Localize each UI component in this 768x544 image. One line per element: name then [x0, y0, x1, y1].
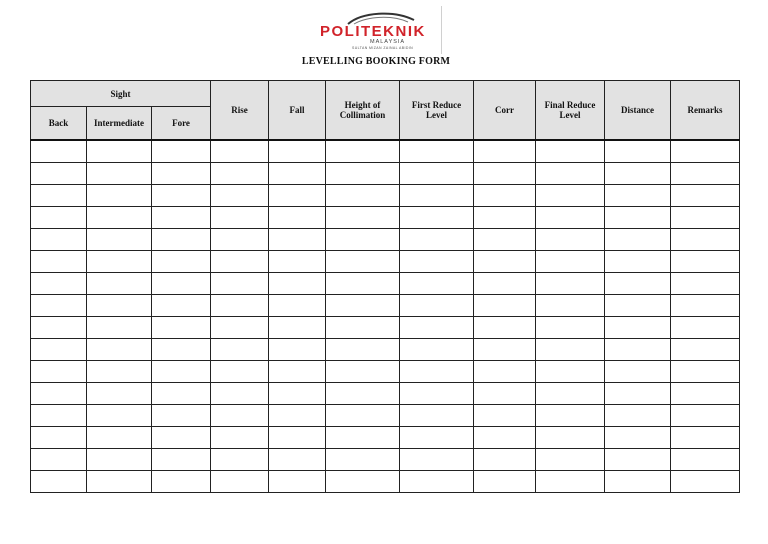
- logo-campus: SULTAN MIZAN ZAINAL ABIDIN: [352, 46, 414, 50]
- table-cell[interactable]: [605, 383, 671, 405]
- table-cell[interactable]: [536, 273, 605, 295]
- table-cell[interactable]: [671, 449, 740, 471]
- table-cell[interactable]: [474, 317, 536, 339]
- table-cell[interactable]: [474, 140, 536, 163]
- table-cell[interactable]: [671, 229, 740, 251]
- table-cell[interactable]: [474, 229, 536, 251]
- table-cell[interactable]: [87, 449, 152, 471]
- table-cell[interactable]: [605, 251, 671, 273]
- table-cell[interactable]: [400, 229, 474, 251]
- table-cell[interactable]: [474, 295, 536, 317]
- table-cell[interactable]: [400, 140, 474, 163]
- table-cell[interactable]: [326, 317, 400, 339]
- table-cell[interactable]: [31, 251, 87, 273]
- table-cell[interactable]: [211, 339, 269, 361]
- table-cell[interactable]: [400, 427, 474, 449]
- table-row: [31, 317, 740, 339]
- table-cell[interactable]: [152, 140, 211, 163]
- table-cell[interactable]: [87, 405, 152, 427]
- logo-country: MALAYSIA: [370, 39, 406, 45]
- table-cell[interactable]: [211, 185, 269, 207]
- table-cell[interactable]: [326, 140, 400, 163]
- table-row: [31, 405, 740, 427]
- table-cell[interactable]: [400, 383, 474, 405]
- table-cell[interactable]: [536, 185, 605, 207]
- table-cell[interactable]: [211, 383, 269, 405]
- table-cell[interactable]: [605, 207, 671, 229]
- table-cell[interactable]: [605, 339, 671, 361]
- table-cell[interactable]: [87, 207, 152, 229]
- table-cell[interactable]: [536, 405, 605, 427]
- table-cell[interactable]: [31, 427, 87, 449]
- table-cell[interactable]: [474, 361, 536, 383]
- table-cell[interactable]: [152, 405, 211, 427]
- table-cell[interactable]: [536, 383, 605, 405]
- table-cell[interactable]: [400, 317, 474, 339]
- table-row: [31, 251, 740, 273]
- table-cell[interactable]: [536, 339, 605, 361]
- table-cell[interactable]: [605, 405, 671, 427]
- table-row: [31, 163, 740, 185]
- table-cell[interactable]: [211, 273, 269, 295]
- table-cell[interactable]: [326, 229, 400, 251]
- table-cell[interactable]: [400, 449, 474, 471]
- table-cell[interactable]: [474, 273, 536, 295]
- col-header-back: Back: [31, 107, 87, 141]
- table-cell[interactable]: [326, 163, 400, 185]
- table-cell[interactable]: [211, 405, 269, 427]
- table-cell[interactable]: [211, 229, 269, 251]
- table-cell[interactable]: [400, 185, 474, 207]
- table-cell[interactable]: [31, 163, 87, 185]
- table-cell[interactable]: [211, 140, 269, 163]
- table-cell[interactable]: [269, 339, 326, 361]
- table-cell[interactable]: [326, 207, 400, 229]
- table-cell[interactable]: [671, 427, 740, 449]
- table-cell[interactable]: [536, 163, 605, 185]
- table-cell[interactable]: [326, 427, 400, 449]
- col-header-rise: Rise: [211, 81, 269, 141]
- table-cell[interactable]: [211, 471, 269, 493]
- table-cell[interactable]: [474, 185, 536, 207]
- table-cell[interactable]: [269, 449, 326, 471]
- table-row: [31, 207, 740, 229]
- table-cell[interactable]: [400, 339, 474, 361]
- table-cell[interactable]: [87, 383, 152, 405]
- table-cell[interactable]: [671, 273, 740, 295]
- table-cell[interactable]: [87, 361, 152, 383]
- table-row: [31, 295, 740, 317]
- table-cell[interactable]: [31, 339, 87, 361]
- table-cell[interactable]: [211, 163, 269, 185]
- table-cell[interactable]: [326, 383, 400, 405]
- table-cell[interactable]: [605, 449, 671, 471]
- table-cell[interactable]: [31, 207, 87, 229]
- table-cell[interactable]: [326, 339, 400, 361]
- table-cell[interactable]: [31, 185, 87, 207]
- table-cell[interactable]: [269, 295, 326, 317]
- table-cell[interactable]: [31, 295, 87, 317]
- table-cell[interactable]: [326, 251, 400, 273]
- table-cell[interactable]: [400, 405, 474, 427]
- table-cell[interactable]: [536, 471, 605, 493]
- table-cell[interactable]: [400, 471, 474, 493]
- table-cell[interactable]: [536, 449, 605, 471]
- table-cell[interactable]: [474, 251, 536, 273]
- politeknik-logo: [314, 6, 442, 54]
- table-cell[interactable]: [536, 207, 605, 229]
- table-row: [31, 383, 740, 405]
- table-cell[interactable]: [87, 317, 152, 339]
- table-cell[interactable]: [269, 163, 326, 185]
- table-cell[interactable]: [474, 207, 536, 229]
- table-cell[interactable]: [87, 185, 152, 207]
- col-header-remarks: Remarks: [671, 81, 740, 141]
- table-cell[interactable]: [211, 427, 269, 449]
- table-cell[interactable]: [211, 295, 269, 317]
- col-header-sight: Sight: [31, 81, 211, 107]
- col-header-fore: Fore: [152, 107, 211, 141]
- table-cell[interactable]: [87, 295, 152, 317]
- table-cell[interactable]: [269, 361, 326, 383]
- levelling-booking-table: [30, 80, 740, 493]
- table-cell[interactable]: [31, 140, 87, 163]
- table-cell[interactable]: [326, 295, 400, 317]
- table-cell[interactable]: [87, 229, 152, 251]
- table-cell[interactable]: [87, 427, 152, 449]
- table-cell[interactable]: [269, 317, 326, 339]
- table-cell[interactable]: [474, 405, 536, 427]
- table-cell[interactable]: [671, 140, 740, 163]
- table-cell[interactable]: [269, 185, 326, 207]
- table-cell[interactable]: [605, 185, 671, 207]
- table-cell[interactable]: [474, 471, 536, 493]
- table-cell[interactable]: [605, 163, 671, 185]
- table-cell[interactable]: [326, 273, 400, 295]
- form-title: LEVELLING BOOKING FORM: [301, 56, 451, 67]
- table-cell[interactable]: [152, 185, 211, 207]
- booking-table-body: [31, 140, 740, 493]
- table-row: [31, 273, 740, 295]
- table-cell[interactable]: [605, 295, 671, 317]
- table-cell[interactable]: [671, 383, 740, 405]
- table-cell[interactable]: [474, 449, 536, 471]
- table-cell[interactable]: [31, 405, 87, 427]
- table-cell[interactable]: [152, 361, 211, 383]
- table-row: [31, 427, 740, 449]
- table-cell[interactable]: [31, 449, 87, 471]
- table-cell[interactable]: [269, 251, 326, 273]
- logo-wordmark: POLITEKNIK: [320, 23, 426, 40]
- table-cell[interactable]: [536, 295, 605, 317]
- table-cell[interactable]: [536, 361, 605, 383]
- col-header-fall: Fall: [269, 81, 326, 141]
- table-cell[interactable]: [474, 339, 536, 361]
- table-cell[interactable]: [31, 317, 87, 339]
- table-cell[interactable]: [400, 251, 474, 273]
- table-cell[interactable]: [152, 317, 211, 339]
- table-cell[interactable]: [326, 361, 400, 383]
- table-cell[interactable]: [211, 317, 269, 339]
- col-header-corr: Corr: [474, 81, 536, 141]
- table-cell[interactable]: [326, 185, 400, 207]
- table-cell[interactable]: [474, 427, 536, 449]
- table-cell[interactable]: [474, 163, 536, 185]
- table-cell[interactable]: [400, 163, 474, 185]
- table-cell[interactable]: [536, 229, 605, 251]
- table-cell[interactable]: [474, 383, 536, 405]
- table-cell[interactable]: [400, 273, 474, 295]
- table-cell[interactable]: [605, 229, 671, 251]
- table-cell[interactable]: [269, 471, 326, 493]
- table-cell[interactable]: [152, 427, 211, 449]
- table-cell[interactable]: [326, 471, 400, 493]
- table-cell[interactable]: [671, 207, 740, 229]
- col-header-height-of-collimation: Height of Collimation: [326, 81, 400, 141]
- table-cell[interactable]: [605, 273, 671, 295]
- table-row: [31, 361, 740, 383]
- table-row: [31, 449, 740, 471]
- table-cell[interactable]: [536, 317, 605, 339]
- table-cell[interactable]: [671, 251, 740, 273]
- table-cell[interactable]: [671, 295, 740, 317]
- table-cell[interactable]: [269, 405, 326, 427]
- table-row: [31, 185, 740, 207]
- table-cell[interactable]: [152, 163, 211, 185]
- table-cell[interactable]: [87, 251, 152, 273]
- table-cell[interactable]: [211, 361, 269, 383]
- table-cell[interactable]: [605, 317, 671, 339]
- table-cell[interactable]: [31, 361, 87, 383]
- table-cell[interactable]: [31, 471, 87, 493]
- table-cell[interactable]: [87, 339, 152, 361]
- col-header-distance: Distance: [605, 81, 671, 141]
- table-cell[interactable]: [671, 185, 740, 207]
- table-cell[interactable]: [671, 163, 740, 185]
- table-row: [31, 339, 740, 361]
- table-cell[interactable]: [605, 361, 671, 383]
- table-cell[interactable]: [211, 251, 269, 273]
- table-cell[interactable]: [152, 273, 211, 295]
- table-cell[interactable]: [31, 383, 87, 405]
- table-cell[interactable]: [671, 471, 740, 493]
- table-cell[interactable]: [31, 229, 87, 251]
- table-cell[interactable]: [31, 273, 87, 295]
- table-cell[interactable]: [152, 207, 211, 229]
- table-row: [31, 140, 740, 163]
- table-cell[interactable]: [152, 383, 211, 405]
- table-cell[interactable]: [536, 140, 605, 163]
- table-cell[interactable]: [269, 229, 326, 251]
- table-cell[interactable]: [152, 229, 211, 251]
- table-cell[interactable]: [671, 339, 740, 361]
- table-cell[interactable]: [87, 163, 152, 185]
- col-header-first-reduce-level: First Reduce Level: [400, 81, 474, 141]
- table-cell[interactable]: [152, 339, 211, 361]
- table-cell[interactable]: [671, 405, 740, 427]
- table-cell[interactable]: [269, 383, 326, 405]
- table-cell[interactable]: [152, 295, 211, 317]
- table-row: [31, 229, 740, 251]
- table-cell[interactable]: [671, 361, 740, 383]
- table-cell[interactable]: [400, 207, 474, 229]
- table-cell[interactable]: [211, 449, 269, 471]
- table-cell[interactable]: [671, 317, 740, 339]
- table-cell[interactable]: [87, 140, 152, 163]
- col-header-intermediate: Intermediate: [87, 107, 152, 141]
- table-cell[interactable]: [152, 471, 211, 493]
- table-row: [31, 471, 740, 493]
- table-cell[interactable]: [326, 449, 400, 471]
- table-cell[interactable]: [605, 471, 671, 493]
- table-cell[interactable]: [326, 405, 400, 427]
- table-cell[interactable]: [211, 207, 269, 229]
- table-cell[interactable]: [269, 140, 326, 163]
- table-cell[interactable]: [152, 449, 211, 471]
- table-cell[interactable]: [536, 251, 605, 273]
- table-cell[interactable]: [87, 273, 152, 295]
- table-cell[interactable]: [269, 427, 326, 449]
- table-cell[interactable]: [269, 207, 326, 229]
- table-cell[interactable]: [269, 273, 326, 295]
- table-cell[interactable]: [152, 251, 211, 273]
- table-cell[interactable]: [400, 361, 474, 383]
- table-cell[interactable]: [400, 295, 474, 317]
- col-header-final-reduce-level: Final Reduce Level: [536, 81, 605, 141]
- table-cell[interactable]: [605, 140, 671, 163]
- table-cell[interactable]: [605, 427, 671, 449]
- table-cell[interactable]: [87, 471, 152, 493]
- table-cell[interactable]: [536, 427, 605, 449]
